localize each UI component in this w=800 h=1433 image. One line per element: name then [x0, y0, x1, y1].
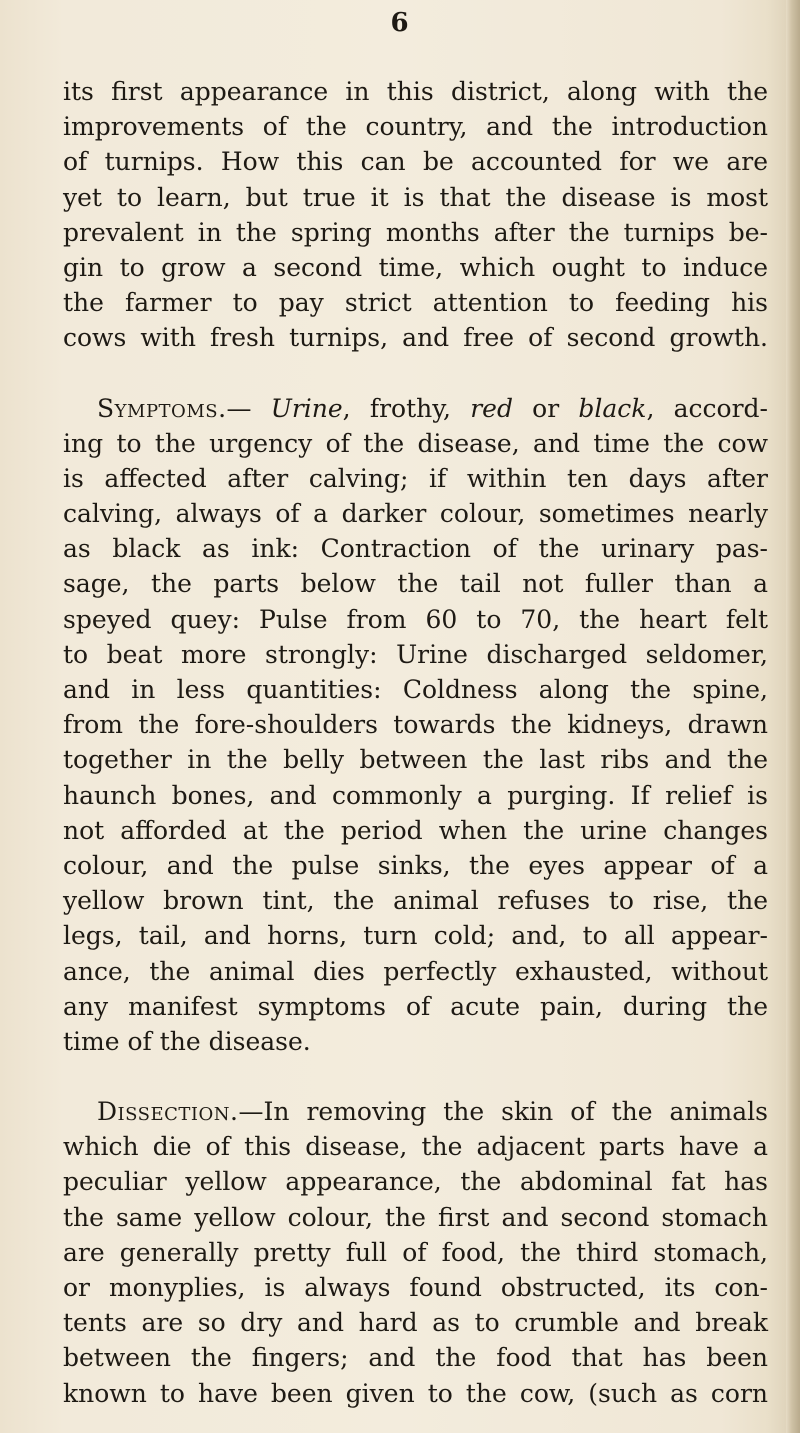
- text-line: legs, tail, and horns, turn cold; and, to all appear-: [63, 921, 768, 951]
- text-line: cows with fresh turnips, and free of second growth.: [63, 323, 768, 353]
- text-line: which die of this disease, the adjacent parts have a: [63, 1132, 768, 1162]
- text-line: peculiar yellow appearance, the abdominal fat has: [63, 1167, 768, 1197]
- section-heading-dissection: Dissection.: [97, 1097, 239, 1127]
- body-text: [63, 74, 768, 1411]
- text-fragment: , accord-: [646, 393, 768, 423]
- term-red: red: [470, 393, 513, 423]
- text-line: sage, the parts below the tail not fuller than a: [63, 569, 768, 599]
- text-line: any manifest symptoms of acute pain, during the: [63, 991, 768, 1021]
- text-line-first: [63, 391, 768, 426]
- heading-dash: —: [226, 393, 271, 423]
- text-line: improvements of the country, and the introduction: [63, 112, 768, 142]
- text-fragment: or: [512, 393, 579, 423]
- text-line: gin to grow a second time, which ought to induce: [63, 252, 768, 282]
- text-line: or monyplies, is always found obstructed, its con-: [63, 1273, 768, 1302]
- text-fragment: —In removing the skin of the animals: [238, 1097, 768, 1127]
- page-edge-shadow: [786, 0, 800, 1433]
- text-line: haunch bones, and commonly a purging. If relief is: [63, 780, 768, 810]
- text-line: colour, and the pulse sinks, the eyes appear of a: [63, 850, 768, 880]
- text-line: not afforded at the period when the urine changes: [63, 815, 768, 845]
- text-line: prevalent in the spring months after the turnips be-: [63, 217, 768, 247]
- section-heading-symptoms: Symptoms.: [97, 393, 227, 423]
- text-line: is affected after calving; if within ten days after: [63, 463, 768, 493]
- text-line-last: time of the disease.: [63, 1026, 311, 1056]
- text-line: yellow brown tint, the animal refuses to rise, the: [63, 886, 768, 916]
- page-number: 6: [390, 8, 410, 38]
- paragraph-dissection: [63, 1094, 768, 1411]
- text-line: together in the belly between the last ribs and the: [63, 745, 768, 775]
- text-line: yet to learn, but true it is that the disease is most: [63, 182, 768, 212]
- text-line: the same yellow colour, the first and second stomach: [63, 1202, 768, 1232]
- term-urine: Urine: [270, 393, 343, 423]
- text-line: to beat more strongly: Urine discharged seldomer,: [63, 639, 768, 669]
- text-line: the farmer to pay strict attention to feeding his: [63, 288, 768, 318]
- text-line: of turnips. How this can be accounted for we are: [63, 147, 768, 177]
- paragraph-symptoms: [63, 391, 768, 1060]
- text-line: between the fingers; and the food that has been: [63, 1343, 768, 1373]
- paragraph-intro: [63, 74, 768, 356]
- text-line: tents are so dry and hard as to crumble and break: [63, 1308, 768, 1338]
- text-line: known to have been given to the cow, (such as corn: [63, 1378, 768, 1408]
- text-line: ance, the animal dies perfectly exhausted, without: [63, 956, 768, 986]
- text-line: its first appearance in this district, along with the: [63, 77, 768, 106]
- text-line: calving, always of a darker colour, sometimes nearly: [63, 499, 768, 529]
- paragraph-gap: [63, 356, 768, 391]
- text-line-first: [63, 1094, 768, 1129]
- text-line: from the fore-shoulders towards the kidneys, drawn: [63, 710, 768, 740]
- text-line: as black as ink: Contraction of the urinary pas-: [63, 534, 768, 564]
- text-fragment: , frothy,: [342, 393, 471, 423]
- paragraph-gap: [63, 1059, 768, 1094]
- text-line: and in less quantities: Coldness along the spine,: [63, 675, 768, 704]
- text-line: ing to the urgency of the disease, and time the cow: [63, 428, 768, 458]
- text-line: are generally pretty full of food, the third stomach,: [63, 1237, 768, 1267]
- term-black: black: [578, 393, 647, 423]
- text-line: speyed quey: Pulse from 60 to 70, the heart felt: [63, 604, 768, 634]
